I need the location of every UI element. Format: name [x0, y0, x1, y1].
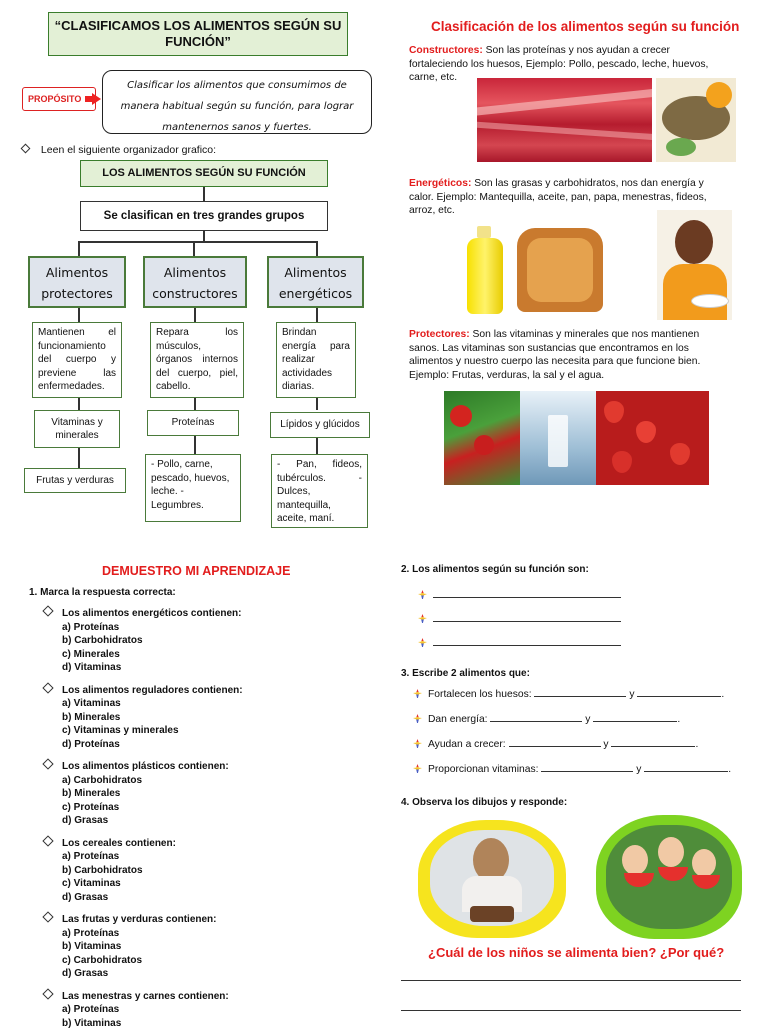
organizer-head: LOS ALIMENTOS SEGÚN SU FUNCIÓN [80, 160, 328, 187]
answer-line-2[interactable] [418, 609, 621, 627]
fish-photo [656, 78, 736, 162]
option[interactable]: a) Vitaminas [62, 697, 344, 711]
option[interactable]: c) Vitaminas y minerales [62, 724, 344, 738]
vegetables-photo [444, 391, 520, 485]
connector-line [78, 241, 80, 256]
quiz-question: Los alimentos reguladores contienen: [62, 685, 243, 696]
connector-line [194, 308, 196, 322]
connector-line [193, 241, 195, 256]
option[interactable]: c) Proteínas [62, 801, 344, 815]
option[interactable]: a) Proteínas [62, 850, 344, 864]
examples-energeticos: - Pan, fideos, tubérculos. - Dulces, mantequilla, aceite, maní. [271, 454, 368, 528]
fill-blank[interactable] [611, 746, 695, 747]
option[interactable]: d) Proteínas [62, 738, 344, 752]
proposito-text: Clasificar los alimentos que consumimos de manera habitual según su función, para lograr mantenernos sanos y fuertes. [102, 70, 372, 134]
fill-blank[interactable] [593, 721, 677, 722]
option[interactable]: b) Carbohidratos [62, 864, 344, 878]
diamond-bullet-icon [42, 835, 53, 846]
option[interactable]: d) Grasas [62, 814, 344, 828]
quiz-item [44, 837, 344, 905]
classification-title: Clasificación de los alimentos según su función [431, 19, 739, 34]
quiz-item [44, 913, 344, 981]
quiz-title: DEMUESTRO MI APRENDIZAJE [102, 564, 290, 578]
diamond-bullet-icon [21, 144, 31, 154]
kids-watermelon-photo [596, 815, 742, 939]
option[interactable]: b) Carbohidratos [62, 634, 344, 648]
option[interactable]: d) Vitaminas [62, 661, 344, 675]
energeticos-text: Son las grasas y carbohidratos, nos dan energía y calor. Ejemplo: Mantequilla, aceite, pan, papa, menestras, fideos, arroz, etc. [409, 178, 707, 216]
examples-constructores: - Pollo, carne, pescado, huevos, leche. - Legumbres. [145, 454, 241, 522]
option[interactable]: c) Minerales [62, 648, 344, 662]
diamond-bullet-icon [42, 911, 53, 922]
diamond-bullet-icon [42, 682, 53, 693]
category-constructores [143, 256, 247, 308]
page-title: “CLASIFICAMOS LOS ALIMENTOS SEGÚN SU FUNCIÓN” [48, 12, 348, 56]
diamond-bullet-icon [42, 988, 53, 999]
quiz-item [44, 607, 344, 675]
connector-line [203, 231, 205, 241]
category-name: constructores [145, 283, 245, 304]
desc-constructores: Repara los músculos, órganos internos del cuerpo, piel, cabello. [150, 322, 244, 398]
and-word: y [603, 739, 608, 750]
option[interactable]: a) Carbohidratos [62, 774, 344, 788]
quiz-question: Los alimentos plásticos contienen: [62, 761, 229, 772]
category-name: protectores [30, 283, 124, 304]
category-name: Alimentos [145, 262, 245, 283]
pointer-bullet-icon [418, 590, 427, 599]
diamond-bullet-icon [42, 605, 53, 616]
connector-line [78, 308, 80, 322]
question-4: 4. Observa los dibujos y responde: [401, 797, 567, 808]
examples-protectores: Frutas y verduras [24, 468, 126, 493]
quiz-block [44, 607, 344, 1030]
answer-line-q4-2[interactable] [401, 1010, 741, 1011]
and-word: y [636, 764, 641, 775]
question-2: 2. Los alimentos según su función son: [401, 564, 589, 575]
connector-line [316, 438, 318, 454]
connector-line [194, 436, 196, 454]
and-word: y [629, 689, 634, 700]
nutrient-energeticos: Lípidos y glúcidos [270, 412, 370, 438]
option[interactable]: d) Grasas [62, 891, 344, 905]
connector-line [78, 241, 316, 243]
option[interactable]: b) Minerales [62, 787, 344, 801]
quiz-item [44, 684, 344, 752]
quiz-question: Las menestras y carnes contienen: [62, 991, 229, 1002]
fill-row: Fortalecen los huesos: y . [413, 688, 724, 702]
diamond-bullet-icon [42, 758, 53, 769]
category-protectores [28, 256, 126, 308]
protectores-paragraph [409, 328, 731, 382]
question-4-prompt: ¿Cuál de los niños se alimenta bien? ¿Por qué? [428, 945, 724, 960]
pointer-bullet-icon [418, 638, 427, 647]
quiz-question: Los cereales contienen: [62, 838, 176, 849]
pointer-bullet-icon [413, 764, 422, 773]
strawberries-photo [596, 391, 709, 485]
answer-line-3[interactable] [418, 633, 621, 651]
option[interactable]: b) Minerales [62, 711, 344, 725]
quiz-item [44, 760, 344, 828]
fill-row: Dan energía: y . [413, 713, 680, 727]
category-name: Alimentos [269, 262, 362, 283]
meat-photo [477, 78, 652, 162]
answer-line-1[interactable] [418, 585, 621, 603]
fill-label: Ayudan a crecer: [428, 739, 506, 750]
desc-energeticos: Brindan energía para realizar actividades diarias. [276, 322, 356, 398]
fill-label: Proporcionan vitaminas: [428, 764, 538, 775]
desc-protectores: Mantienen el funcionamiento del cuerpo y previene las enfermedades. [32, 322, 122, 398]
fill-blank[interactable] [509, 746, 601, 747]
organizer-instruction [22, 144, 216, 156]
fill-blank[interactable] [637, 696, 721, 697]
category-name: Alimentos [30, 262, 124, 283]
option[interactable]: b) Vitaminas [62, 940, 344, 954]
fill-blank[interactable] [644, 771, 728, 772]
fill-blank[interactable] [541, 771, 633, 772]
connector-line [78, 448, 80, 468]
fill-blank[interactable] [534, 696, 626, 697]
energeticos-label: Energéticos: [409, 178, 471, 189]
connector-line [316, 398, 318, 410]
oil-bottle-photo [465, 226, 505, 316]
girl-cake-photo [418, 820, 566, 938]
water-photo [520, 391, 596, 485]
and-word: y [585, 714, 590, 725]
connector-line [194, 398, 196, 410]
fill-label: Dan energía: [428, 714, 488, 725]
option[interactable]: b) Vitaminas [62, 1017, 344, 1030]
option[interactable]: c) Carbohidratos [62, 954, 344, 968]
proposito-badge [22, 87, 96, 111]
arrow-right-icon [85, 93, 101, 105]
boy-eating-photo [657, 210, 732, 320]
option[interactable]: a) Proteínas [62, 621, 344, 635]
nutrient-protectores: Vitaminas y minerales [34, 410, 120, 448]
question-1: 1. Marca la respuesta correcta: [29, 587, 176, 598]
pointer-bullet-icon [413, 739, 422, 748]
protectores-text: Son las vitaminas y minerales que nos mantienen sanos. Las vitaminas son sustancias que encontramos en los alimentos y nuestro cuerpo las necesita para que funcione bien. Ejemplo: Frutas, verduras, la sal y el agua. [409, 329, 700, 381]
pointer-bullet-icon [413, 689, 422, 698]
fill-blank[interactable] [490, 721, 582, 722]
fill-label: Fortalecen los huesos: [428, 689, 532, 700]
fill-row: Ayudan a crecer: y . [413, 738, 698, 752]
option[interactable]: d) Grasas [62, 967, 344, 981]
quiz-question: Las frutas y verduras contienen: [62, 914, 217, 925]
question-3: 3. Escribe 2 alimentos que: [401, 668, 530, 679]
toast-photo [517, 228, 603, 312]
category-energeticos [267, 256, 364, 308]
category-name: energéticos [269, 283, 362, 304]
connector-line [316, 241, 318, 256]
fill-row: Proporcionan vitaminas: y . [413, 763, 731, 777]
connector-line [316, 308, 318, 322]
protectores-label: Protectores: [409, 329, 470, 340]
constructores-text: Son las proteínas y nos ayudan a crecer fortaleciendo los huesos, Ejemplo: Pollo, pescado, leche, huevos, carne, etc. [409, 45, 708, 83]
quiz-question: Los alimentos energéticos contienen: [62, 608, 241, 619]
instruction-text: Leen el siguiente organizador grafico: [41, 144, 216, 156]
organizer-sub: Se clasifican en tres grandes grupos [80, 201, 328, 231]
connector-line [78, 398, 80, 410]
answer-line-q4-1[interactable] [401, 980, 741, 981]
connector-line [203, 187, 205, 201]
option[interactable]: a) Proteínas [62, 1003, 344, 1017]
option[interactable]: c) Vitaminas [62, 877, 344, 891]
option[interactable]: a) Proteínas [62, 927, 344, 941]
pointer-bullet-icon [418, 614, 427, 623]
nutrient-constructores: Proteínas [147, 410, 239, 436]
constructores-label: Constructores: [409, 45, 483, 56]
proposito-label: PROPÓSITO [28, 94, 81, 104]
pointer-bullet-icon [413, 714, 422, 723]
